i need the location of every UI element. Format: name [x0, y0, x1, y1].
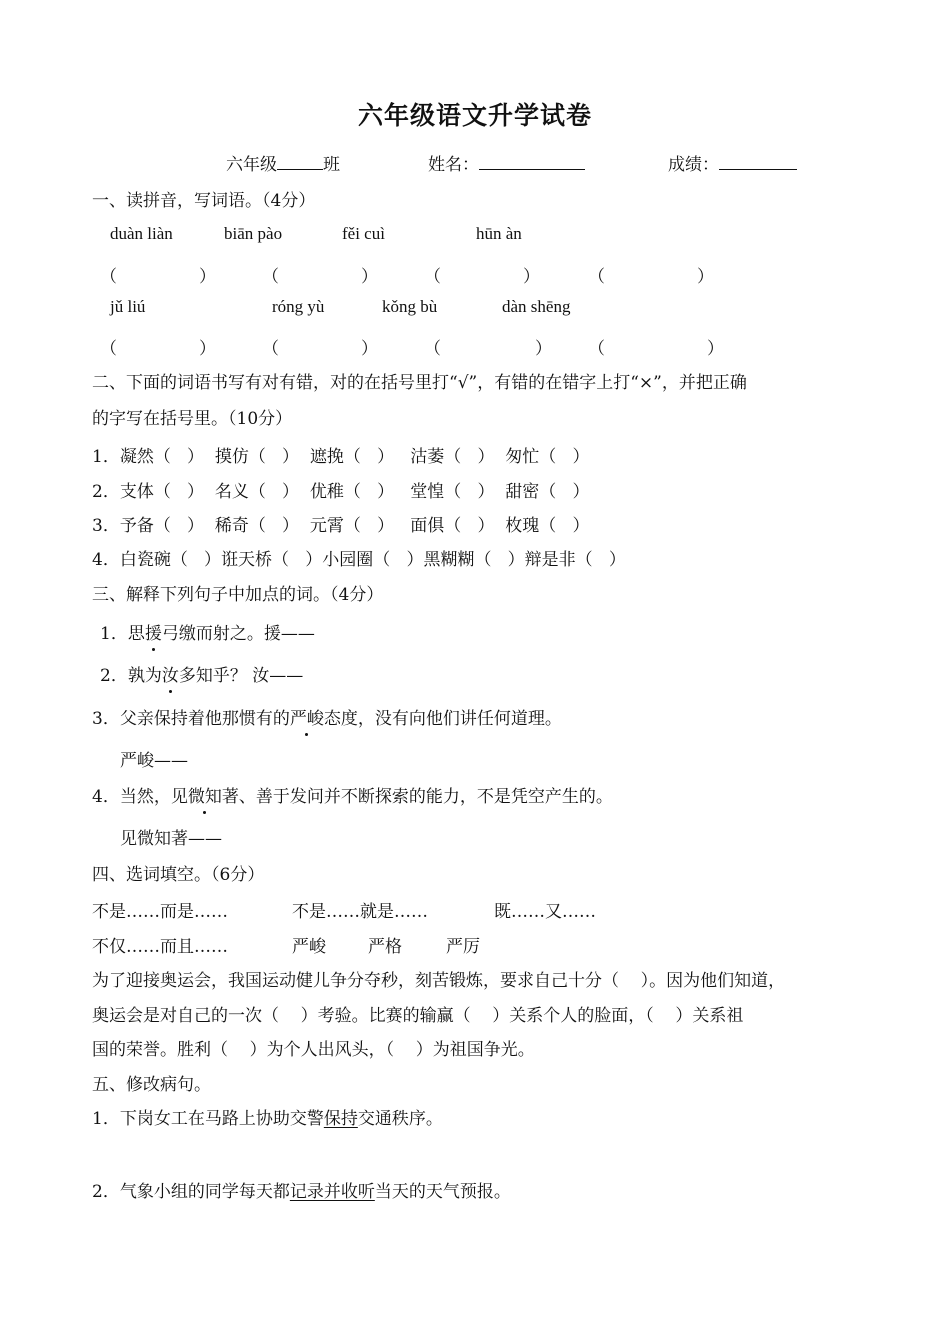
section3-q1: 1．思援弓缴而射之。援—— [100, 619, 315, 644]
answer-paren-2-2[interactable]: （ ） [262, 339, 378, 359]
option-2: 不是……就是…… [292, 902, 428, 922]
section3-q3-answer[interactable]: 严峻—— [120, 751, 188, 771]
section2-line-3: 3．予备（ ） 稀奇（ ） 元霄（ ） 面俱（ ） 枚瑰（ ） [92, 516, 590, 536]
option-5: 严峻 [292, 937, 326, 957]
dotted-word: 援 [145, 619, 162, 644]
section3-q2: 2．孰为汝多知乎？ 汝—— [100, 661, 303, 686]
pinyin-1-1: duàn liàn [110, 224, 173, 243]
pinyin-1-4: hūn àn [476, 224, 522, 243]
section2-line-1: 1．凝然（ ） 摸仿（ ） 遮挽（ ） 沽萎（ ） 匆忙（ ） [92, 447, 590, 467]
pinyin-2-2: róng yù [272, 297, 325, 316]
underlined-phrase: 保持 [323, 1109, 358, 1129]
answer-paren-2-1[interactable]: （ ） [100, 339, 216, 359]
section4-heading: 四、选词填空。（6分） [92, 865, 265, 885]
name-blank[interactable] [479, 153, 585, 170]
class-prefix: 六年级 [226, 155, 277, 175]
score-label: 成绩： [668, 155, 719, 175]
answer-paren-2-4[interactable]: （ ） [588, 339, 724, 359]
section2-heading-line2: 的字写在括号里。（10分） [92, 409, 293, 429]
fill-paragraph-line-3: 国的荣誉。胜利（ ）为个人出风头，（ ）为祖国争光。 [92, 1040, 535, 1060]
section2-line-4: 4．白瓷碗（ ）诳天桥（ ）小园圈（ ）黑糊糊（ ）辩是非（ ） [92, 550, 626, 570]
dotted-word: 汝 [162, 661, 179, 686]
page-title: 六年级语文升学试卷 [357, 101, 592, 130]
option-4: 不仅……而且…… [92, 937, 228, 957]
section3-heading: 三、解释下列句子中加点的词。（4分） [92, 585, 384, 605]
section3-q3: 3．父亲保持着他那惯有的严峻态度，没有向他们讲任何道理。 [92, 704, 562, 729]
class-blank[interactable] [277, 153, 323, 170]
pinyin-2-1: jǔ liú [110, 297, 146, 316]
answer-paren-1-3[interactable]: （ ） [424, 267, 540, 287]
fill-paragraph-line-2: 奥运会是对自己的一次（ ）考验。比赛的输赢（ ）关系个人的脸面，（ ）关系祖 [92, 1006, 744, 1026]
section5-q2: 2．气象小组的同学每天都记录并收听当天的天气预报。 [92, 1182, 511, 1202]
name-field [428, 150, 585, 175]
answer-paren-1-4[interactable]: （ ） [588, 267, 714, 287]
option-6: 严格 [368, 937, 402, 957]
class-field [226, 150, 340, 175]
score-blank[interactable] [719, 153, 797, 170]
dotted-word: 见微知著 [171, 782, 239, 807]
pinyin-2-4: dàn shēng [502, 297, 571, 316]
section2-heading-line1: 二、下面的词语书写有对有错，对的在括号里打“√”，有错的在错字上打“×”，并把正确 [92, 373, 747, 393]
answer-paren-1-1[interactable]: （ ） [100, 267, 216, 287]
pinyin-2-3: kǒng bù [382, 297, 438, 316]
section1-heading: 一、读拼音，写词语。（4分） [92, 191, 316, 211]
underlined-phrase: 记录并收听 [289, 1182, 375, 1202]
section3-q4: 4．当然，见微知著、善于发问并不断探索的能力，不是凭空产生的。 [92, 782, 613, 807]
class-suffix: 班 [323, 155, 340, 175]
answer-paren-1-2[interactable]: （ ） [262, 267, 378, 287]
dotted-word: 严峻 [290, 704, 324, 729]
fill-paragraph-line-1: 为了迎接奥运会，我国运动健儿争分夺秒，刻苦锻炼，要求自己十分（ ）。因为他们知道， [92, 971, 786, 991]
section5-q1: 1．下岗女工在马路上协助交警保持交通秩序。 [92, 1109, 443, 1129]
name-label: 姓名： [428, 155, 479, 175]
option-3: 既……又…… [494, 902, 596, 922]
section3-q4-answer[interactable]: 见微知著—— [120, 829, 222, 849]
section5-heading: 五、修改病句。 [92, 1075, 211, 1095]
option-7: 严厉 [446, 937, 480, 957]
pinyin-1-2: biān pào [224, 224, 283, 243]
option-1: 不是……而是…… [92, 902, 228, 922]
score-field [668, 150, 797, 175]
pinyin-1-3: fěi cuì [342, 224, 385, 243]
section2-line-2: 2．支体（ ） 名义（ ） 优稚（ ） 堂惶（ ） 甜密（ ） [92, 482, 590, 502]
answer-paren-2-3[interactable]: （ ） [424, 339, 552, 359]
